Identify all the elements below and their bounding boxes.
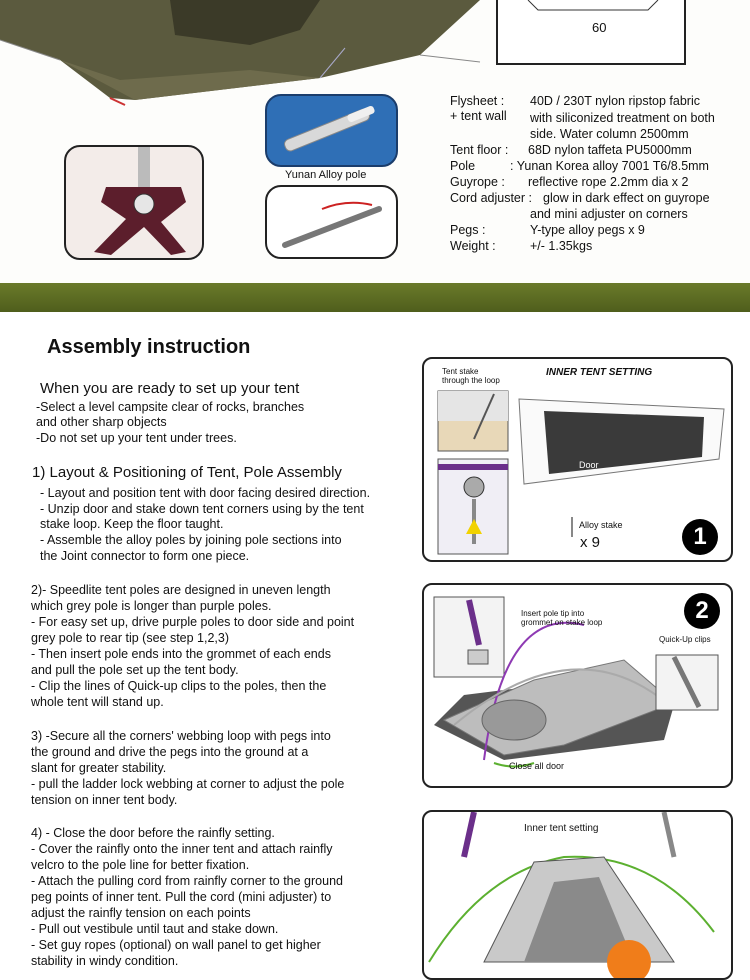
alloy-stake-label: Alloy stake bbox=[579, 520, 623, 530]
alloy-pole-image bbox=[265, 94, 398, 167]
intro-line: and other sharp objects bbox=[36, 415, 167, 429]
assembly-title: Assembly instruction bbox=[47, 336, 251, 358]
step3-line: slant for greater stability. bbox=[31, 761, 167, 775]
step4-line: peg points of inner tent. Pull the cord (mini adjuster) to bbox=[31, 890, 332, 904]
step2-line: and pull the pole set up the tent body. bbox=[31, 663, 239, 677]
quick-up-clips-label: Quick-Up clips bbox=[659, 635, 711, 644]
insert-label-2: grommet on stake loop bbox=[521, 618, 603, 627]
rainfly-panel bbox=[422, 810, 733, 980]
step4-line: - Attach the pulling cord from rainfly corner to the ground bbox=[31, 874, 343, 888]
door-label: Door bbox=[579, 460, 599, 470]
intro-heading: When you are ready to set up your tent bbox=[40, 380, 300, 397]
step1-line: the Joint connector to form one piece. bbox=[40, 549, 250, 563]
tent-photo bbox=[0, 0, 500, 110]
step2-line: grey pole to rear tip (see step 1,2,3) bbox=[31, 631, 230, 645]
peg-image bbox=[265, 185, 398, 259]
step2-line: whole tent will stand up. bbox=[31, 695, 164, 709]
step1-heading: 1) Layout & Positioning of Tent, Pole Assembly bbox=[32, 464, 342, 481]
step3-line: tension on inner tent body. bbox=[31, 793, 178, 807]
rainfly-diagram bbox=[424, 812, 731, 978]
pole-caption: Yunan Alloy pole bbox=[285, 169, 367, 181]
insert-label: Insert pole tip into bbox=[521, 609, 585, 618]
close-door-label: Close all door bbox=[509, 761, 565, 771]
stake-count: x 9 bbox=[580, 534, 601, 551]
step4-line: - Set guy ropes (optional) on wall panel to get higher bbox=[31, 938, 321, 952]
step1-line: stake loop. Keep the floor taught. bbox=[40, 517, 224, 531]
dimension-diagram bbox=[496, 0, 686, 65]
panel3-title: Inner tent setting bbox=[524, 823, 599, 834]
step4-line: velcro to the pole line for better fixation. bbox=[31, 858, 250, 872]
step1-line: - Unzip door and stake down tent corners using by the tent bbox=[40, 502, 364, 516]
panel1-title: INNER TENT SETTING bbox=[546, 367, 653, 378]
step2-line: - For easy set up, drive purple poles to door side and point bbox=[31, 615, 355, 629]
step2-line: - Then insert pole ends into the grommet of each ends bbox=[31, 647, 331, 661]
step2-line: 2)- Speedlite tent poles are designed in uneven length bbox=[31, 583, 331, 597]
step-number-badge: 1 bbox=[682, 519, 718, 555]
product-section: 60 Yunan Alloy pole Flysheet : 40D / 230T nylon ripstop fabric + tent wall with siliconized treatment on both side. Water column 2500mm Tent floor : 68D nylon taffeta PU5000mm Pole : Yunan Korea alloy 7001 T6/8.5mm Guyrope : reflective rope 2.2mm dia x 2 Cord adjuster : glow in dark effect on guyrope and mini adjuster on corners Pegs : Y-type alloy pegs x 9 Weight : +/- 1.35kgs bbox=[0, 0, 750, 283]
inner-tent-setting-panel: Tent stake through the loop INNER TENT SETTING Door Alloy stake x 9 1 bbox=[422, 357, 733, 562]
step4-line: adjust the rainfly tension on each points bbox=[31, 906, 251, 920]
step-number-badge: 2 bbox=[684, 593, 720, 629]
joint-connector-image bbox=[64, 145, 204, 260]
dimension-label: 60 bbox=[592, 20, 607, 35]
step1-line: - Layout and position tent with door facing desired direction. bbox=[40, 486, 371, 500]
pole-setup-panel bbox=[422, 583, 733, 788]
intro-line: -Select a level campsite clear of rocks, branches bbox=[36, 400, 305, 414]
intro-line: -Do not set up your tent under trees. bbox=[36, 431, 237, 445]
step2-line: which grey pole is longer than purple poles. bbox=[31, 599, 272, 613]
step1-line: - Assemble the alloy poles by joining pole sections into bbox=[40, 533, 342, 547]
step3-line: - pull the ladder lock webbing at corner to adjust the pole bbox=[31, 777, 345, 791]
step4-line: - Cover the rainfly onto the inner tent and attach rainfly bbox=[31, 842, 333, 856]
step4-line: 4) - Close the door before the rainfly setting. bbox=[31, 826, 275, 840]
step4-line: stability in windy condition. bbox=[31, 954, 179, 968]
step3-line: the ground and drive the pegs into the ground at a bbox=[31, 745, 309, 759]
section-divider-band bbox=[0, 283, 750, 312]
step2-line: - Clip the lines of Quick-up clips to the poles, then the bbox=[31, 679, 327, 693]
step3-line: 3) -Secure all the corners' webbing loop with pegs into bbox=[31, 729, 331, 743]
step4-line: - Pull out vestibule until taut and stake down. bbox=[31, 922, 279, 936]
